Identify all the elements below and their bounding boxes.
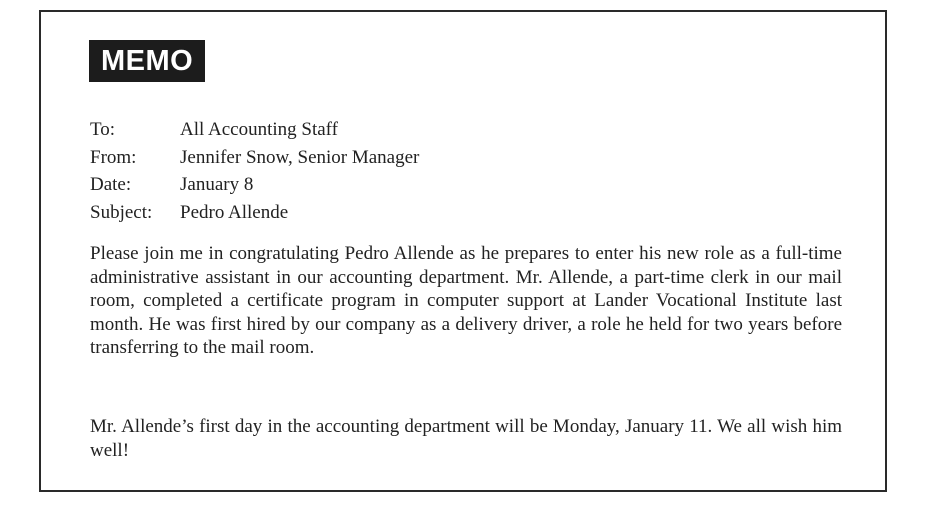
subject-label: Subject: bbox=[90, 201, 153, 223]
subject-value: Pedro Allende bbox=[180, 201, 289, 223]
from-label: From: bbox=[90, 146, 137, 168]
date-value: January 8 bbox=[180, 174, 254, 195]
header-row-subject bbox=[90, 199, 419, 227]
to-label: To: bbox=[90, 119, 116, 140]
header-row-date bbox=[90, 171, 419, 199]
header-row-from bbox=[90, 144, 419, 172]
date-label: Date: bbox=[90, 174, 132, 195]
from-value: Jennifer Snow, Senior Manager bbox=[180, 146, 420, 168]
memo-header bbox=[90, 116, 419, 226]
body-paragraph-2: Mr. Allende’s first day in the accounting department will be Monday, January 11. We all wish him well! bbox=[90, 416, 842, 461]
header-row-to bbox=[90, 116, 419, 144]
body-paragraph-1: Please join me in congratulating Pedro Allende as he prepares to enter his new role as a full-time administrative assistant in our accounting department. Mr. Allende, a part-time clerk in our mail room, completed a certificate program in computer support at Lander Vocational Institute last month. He was first hired by our company as a delivery driver, a role he held for two years before transferring to the mail room. bbox=[90, 243, 842, 358]
to-value: All Accounting Staff bbox=[180, 119, 338, 140]
memo-document bbox=[39, 10, 887, 492]
memo-title-badge: MEMO bbox=[89, 40, 205, 82]
